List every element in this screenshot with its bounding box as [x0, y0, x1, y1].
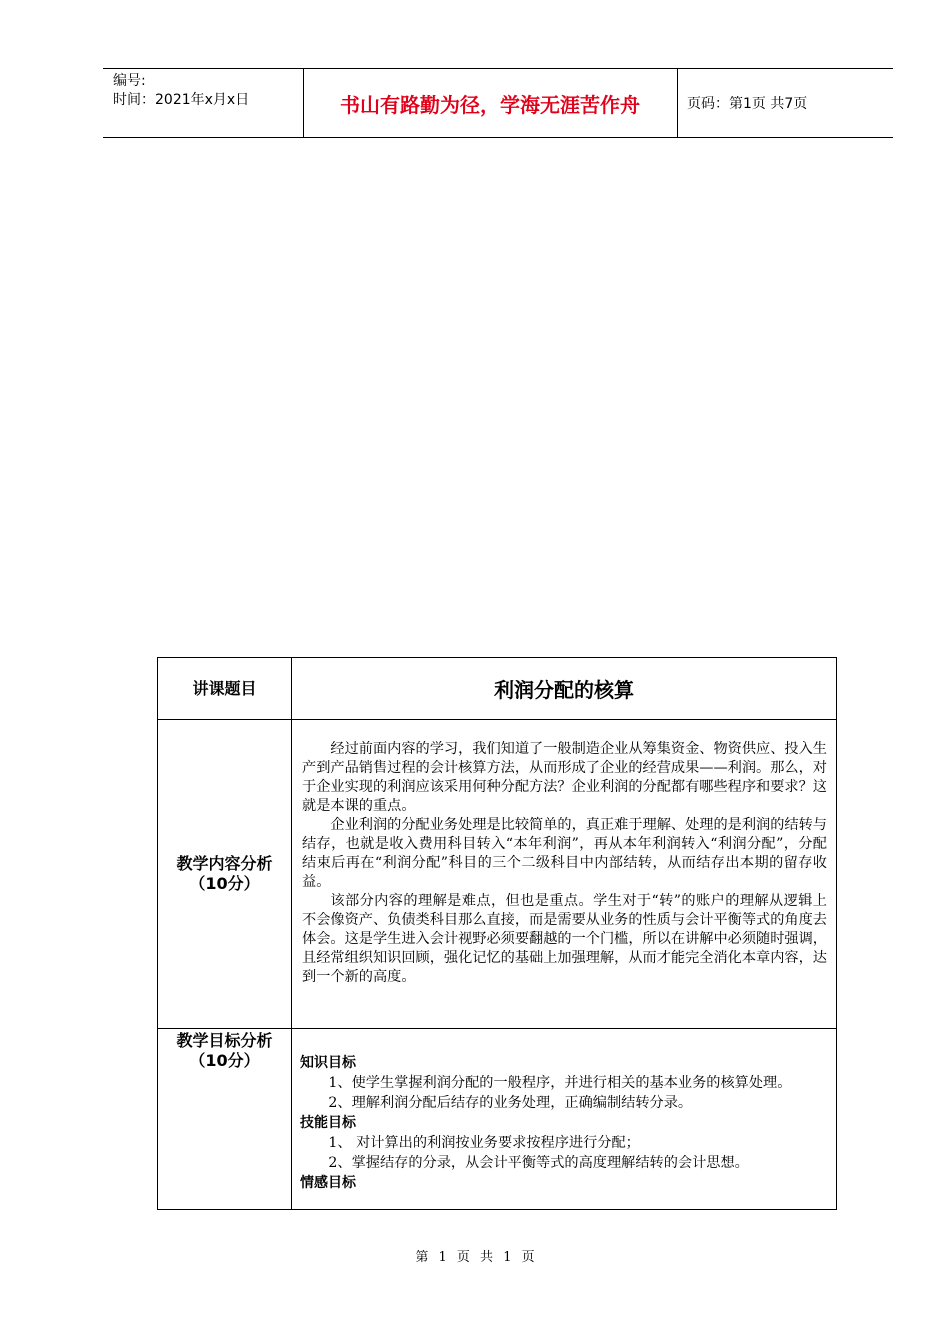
knowledge-heading: 知识目标 [300, 1055, 356, 1071]
goals-analysis-label [158, 1029, 292, 1210]
goals-analysis-text [292, 1029, 836, 1210]
goals-label-line2: （10分） [189, 1051, 260, 1070]
goals-analysis-row [158, 1029, 836, 1210]
page-footer: 第 1 页 共 1 页 [415, 1250, 535, 1265]
content-paragraph: 企业利润的分配业务处理是比较简单的，真正难于理解、处理的是利润的结转与结存，也就是收入费用科目转入“本年利润”，再从本年利润转入“利润分配”，分配结束后再在“利润分配”科目的三个二级科目中内部结转，从而结存出本期的留存收益。 [302, 817, 827, 890]
document-header [103, 68, 893, 138]
content-label-line1: 教学内容分析 [176, 854, 273, 873]
content-analysis-text [292, 720, 836, 1028]
content-paragraph: 该部分内容的理解是难点，但也是重点。学生对于“转”的账户的理解从逻辑上不会像资产、负债类科目那么直接，而是需要从业务的性质与会计平衡等式的角度去体会。这是学生进入会计视野必须要翻越的一个门槛，所以在讲解中必须随时强调，且经常组织知识回顾，强化记忆的基础上加强理解，从而才能完全消化本章内容，达到一个新的高度。 [302, 893, 827, 985]
lesson-table [157, 657, 837, 1210]
emotion-heading: 情感目标 [300, 1175, 356, 1191]
skill-item: 2、掌握结存的分录，从会计平衡等式的高度理解结转的会计思想。 [328, 1155, 749, 1171]
header-divider [677, 69, 678, 137]
content-paragraph: 经过前面内容的学习，我们知道了一般制造企业从筹集资金、物资供应、投入生产到产品销售过程的会计核算方法，从而形成了企业的经营成果——利润。那么，对于企业实现的利润应该采用何种分配方法？企业利润的分配都有哪些程序和要求？这就是本课的重点。 [302, 741, 827, 814]
topic-title: 利润分配的核算 [494, 678, 634, 702]
knowledge-item: 2、理解利润分配后结存的业务处理，正确编制结转分录。 [328, 1095, 693, 1111]
knowledge-item: 1、使学生掌握利润分配的一般程序，并进行相关的基本业务的核算处理。 [328, 1075, 792, 1091]
topic-row [158, 658, 836, 720]
header-page-info: 页码：第1页 共7页 [687, 96, 808, 112]
goals-label-line1: 教学目标分析 [176, 1031, 273, 1050]
content-analysis-label [158, 720, 292, 1028]
number-label: 编号: [113, 73, 146, 89]
topic-label: 讲课题目 [158, 658, 292, 719]
content-label-line2: （10分） [189, 874, 260, 893]
content-analysis-row [158, 720, 836, 1029]
header-meta [113, 72, 249, 110]
skill-item: 1、 对计算出的利润按业务要求按程序进行分配； [328, 1135, 640, 1151]
header-motto: 书山有路勤为径，学海无涯苦作舟 [340, 92, 640, 117]
skill-heading: 技能目标 [300, 1115, 356, 1131]
time-label: 时间：2021年x月x日 [113, 92, 250, 108]
